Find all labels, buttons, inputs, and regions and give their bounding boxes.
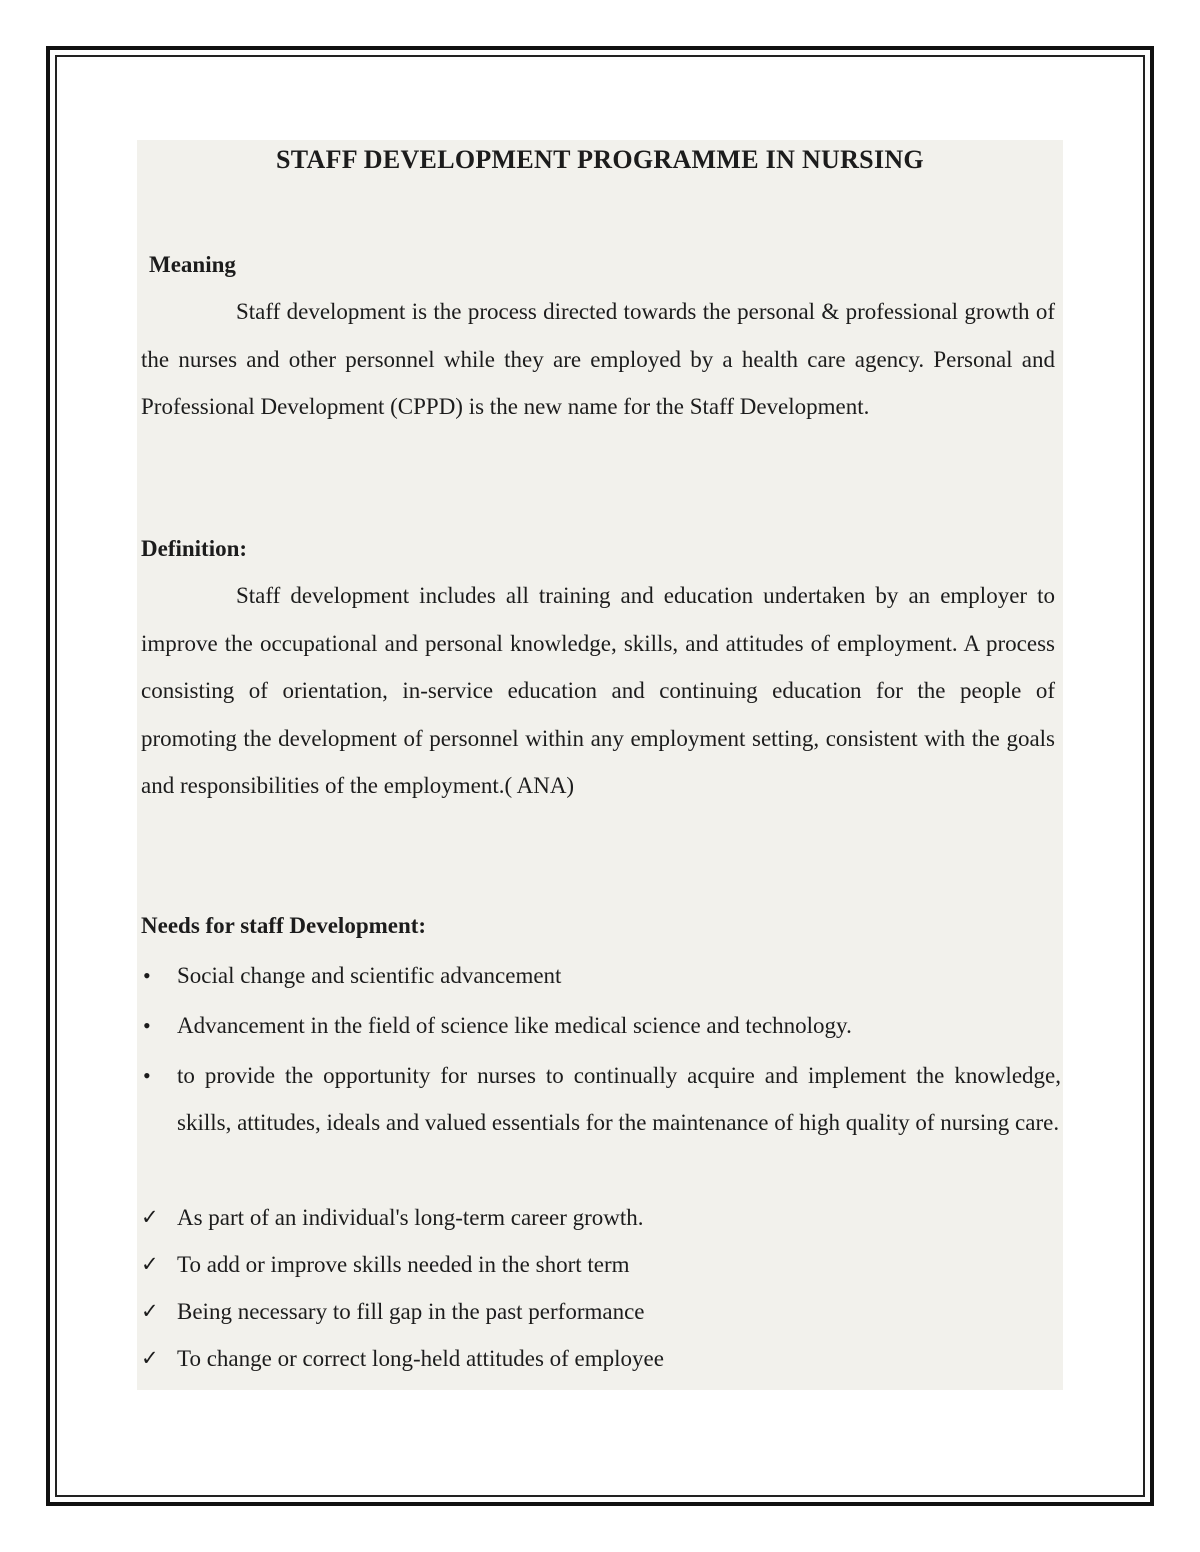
list-item: • Social change and scientific advancement <box>141 952 1061 999</box>
document-title: STAFF DEVELOPMENT PROGRAMME IN NURSING <box>276 145 924 174</box>
meaning-heading: Meaning <box>149 252 236 277</box>
bullet-icon: • <box>143 1063 151 1088</box>
needs-heading: Needs for staff Development: <box>141 913 427 938</box>
checkmark-icon: ✓ <box>141 1205 159 1229</box>
definition-paragraph <box>141 572 1055 810</box>
list-item: • to provide the opportunity for nurses to continually acquire and implement the knowledge, skills, attitudes, ideals and valued essentials for the maintenance of high quality of nursing care. <box>141 1052 1061 1146</box>
checkmark-icon: ✓ <box>141 1299 159 1323</box>
document-body <box>137 140 1063 1390</box>
definition-heading: Definition: <box>141 536 248 561</box>
definition-text: Staff development includes all training and education undertaken by an employer to improve the occupational and personal knowledge, skills, and attitudes of employment. A process consisting of orientation, in-service education and continuing education for the people of promoting the development of personnel within any employment setting, consistent with the goals and responsibilities of the employment.( ANA) <box>141 583 1055 798</box>
needs-check-list <box>141 1194 1061 1382</box>
list-item: • Advancement in the field of science like medical science and technology. <box>141 1002 1061 1049</box>
bullet-icon: • <box>143 1013 151 1038</box>
list-item: ✓ Being necessary to fill gap in the past performance <box>141 1288 1061 1335</box>
meaning-paragraph <box>141 288 1055 431</box>
list-item: ✓ To add or improve skills needed in the short term <box>141 1241 1061 1288</box>
needs-bullet-list <box>141 952 1061 1149</box>
checkmark-icon: ✓ <box>141 1346 159 1370</box>
meaning-text: Staff development is the process directed towards the personal & professional growth of the nurses and other personnel while they are employed by a health care agency. Personal and Professional Development (CPPD) is the new name for the Staff Development. <box>141 299 1055 419</box>
checkmark-icon: ✓ <box>141 1252 159 1276</box>
list-item: ✓ As part of an individual's long-term career growth. <box>141 1194 1061 1241</box>
bullet-icon: • <box>143 963 151 988</box>
list-item: ✓ To change or correct long-held attitudes of employee <box>141 1335 1061 1382</box>
